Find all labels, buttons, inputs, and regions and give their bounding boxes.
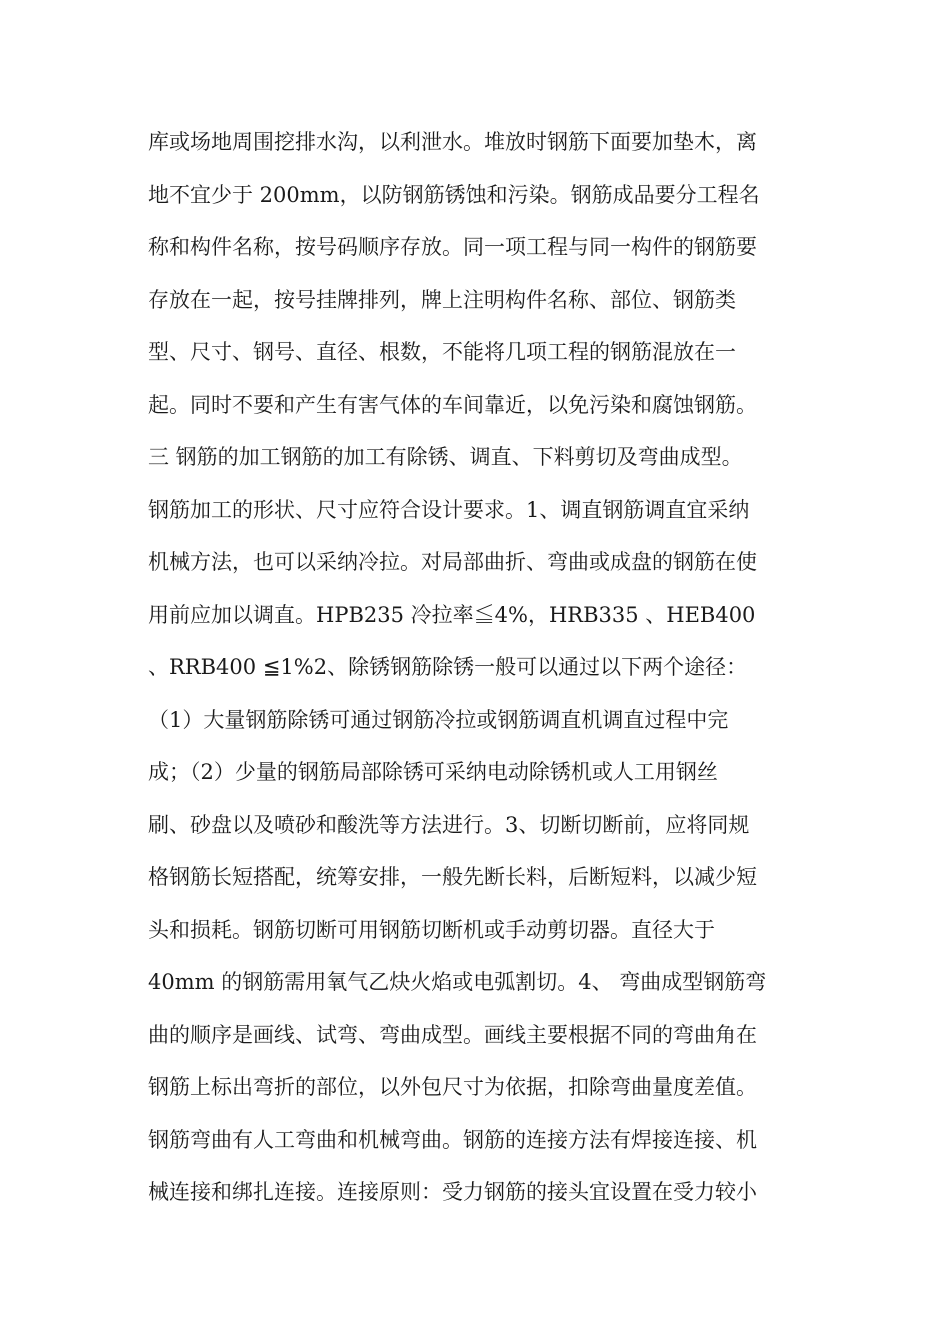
text-line: 刷、砂盘以及喷砂和酸洗等方法进行。3、切断切断前，应将同规: [148, 812, 750, 837]
text-line: 钢筋弯曲有人工弯曲和机械弯曲。钢筋的连接方法有焊接连接、机: [148, 1127, 757, 1152]
text-line: 钢筋加工的形状、尺寸应符合设计要求。1、调直钢筋调直宜采纳: [148, 497, 750, 522]
text-line: 用前应加以调直。HPB235 冷拉率≦4%，HRB335 、HEB400: [148, 602, 756, 627]
text-line: 钢筋上标出弯折的部位，以外包尺寸为依据，扣除弯曲量度差值。: [148, 1075, 757, 1099]
text-line: 库或场地周围挖排水沟，以利泄水。堆放时钢筋下面要加垫木，离: [148, 130, 757, 154]
text-line: 起。同时不要和产生有害气体的车间靠近，以免污染和腐蚀钢筋。: [148, 392, 757, 417]
text-line: 曲的顺序是画线、试弯、弯曲成型。画线主要根据不同的弯曲角在: [148, 1022, 757, 1047]
body-text: [148, 116, 808, 1219]
text-line: 称和构件名称，按号码顺序存放。同一项工程与同一构件的钢筋要: [148, 235, 757, 259]
text-line: 地不宜少于 200mm，以防钢筋锈蚀和污染。钢筋成品要分工程名: [148, 182, 760, 207]
text-line: 型、尺寸、钢号、直径、根数，不能将几项工程的钢筋混放在一: [148, 340, 736, 364]
text-line: 成；（2）少量的钢筋局部除锈可采纳电动除锈机或人工用钢丝: [148, 760, 718, 784]
text-line: 械连接和绑扎连接。连接原则：受力钢筋的接头宜设置在受力较小: [148, 1180, 757, 1204]
text-line: 格钢筋长短搭配，统筹安排，一般先断长料，后断短料，以减少短: [148, 865, 757, 889]
text-line: 40mm 的钢筋需用氧气乙炔火焰或电弧割切。4、 弯曲成型钢筋弯: [148, 970, 767, 994]
text-line: 机械方法，也可以采纳冷拉。对局部曲折、弯曲或成盘的钢筋在使: [148, 550, 757, 574]
text-line: 、RRB400 ≦1%2、除锈钢筋除锈一般可以通过以下两个途径：: [148, 655, 748, 679]
text-line: 头和损耗。钢筋切断可用钢筋切断机或手动剪切器。直径大于: [148, 917, 715, 942]
text-line: （1）大量钢筋除锈可通过钢筋冷拉或钢筋调直机调直过程中完: [148, 707, 729, 732]
text-line: 存放在一起，按号挂牌排列，牌上注明构件名称、部位、钢筋类: [148, 287, 736, 312]
text-line: 三 钢筋的加工钢筋的加工有除锈、调直、下料剪切及弯曲成型。: [148, 445, 743, 469]
